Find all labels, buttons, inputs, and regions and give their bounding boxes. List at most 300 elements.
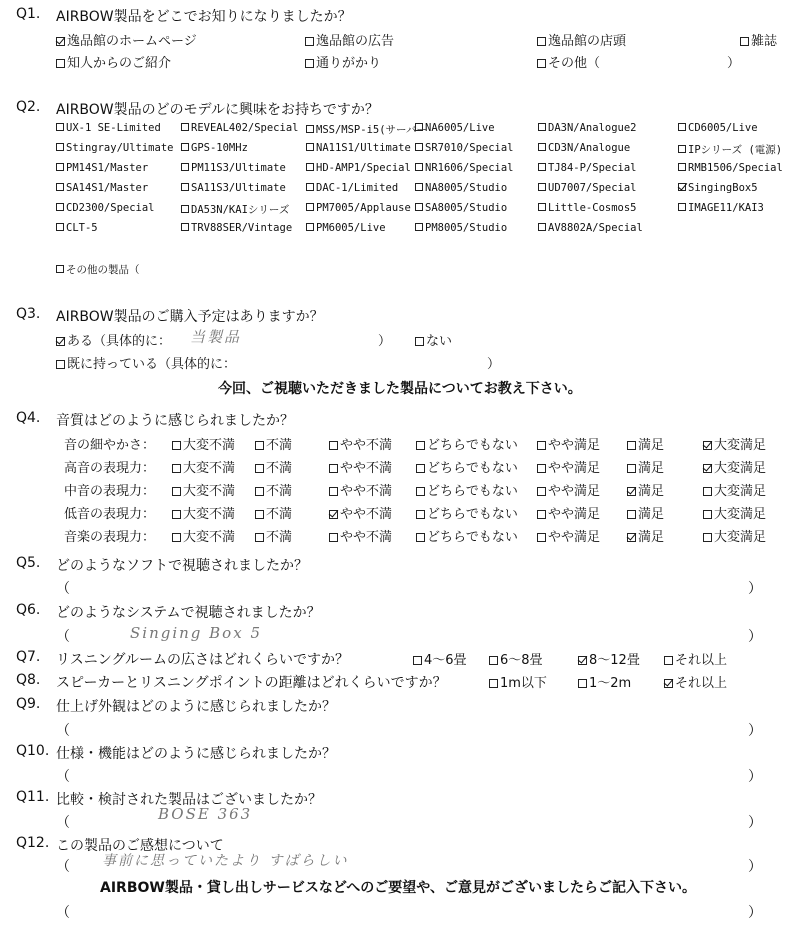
q6-number: Q6. [16,602,41,618]
q2-model-7-checkbox[interactable] [56,143,64,151]
q2-model-32-checkbox[interactable] [181,223,189,231]
q11-number: Q11. [16,789,50,805]
q4-row4-option-2-label: 不満 [266,507,293,522]
q1-option-6[interactable] [305,52,381,71]
q2-model-19-checkbox[interactable] [56,183,64,191]
q7-option-4-checkbox[interactable] [664,656,673,665]
q4-row1-option-4-label: どちらでもない [427,438,518,453]
q4-row2-option-6-checkbox[interactable] [627,464,636,473]
q2-model-20[interactable] [181,182,286,194]
q1-option-2[interactable] [305,30,394,49]
q2-model-28[interactable] [415,202,507,214]
q4-row2-option-1[interactable] [172,457,235,476]
q2-model-18-checkbox[interactable] [678,163,686,171]
q2-model-6-checkbox[interactable] [678,123,686,131]
q2-model-6-label: CD6005/Live [688,122,758,134]
q2-model-26[interactable] [181,202,289,217]
q2-model-26-label: DA53N/KAIシリーズ [191,204,290,216]
q2-model-10-label: SR7010/Special [425,142,514,154]
q2-model-22-label: NA8005/Studio [425,182,508,194]
q4-row4-option-1-label: 大変不満 [183,507,236,522]
q9-close-paren: ） [748,723,762,739]
q2-model-15-checkbox[interactable] [306,163,314,171]
q2-model-27[interactable] [306,202,411,214]
q2-model-32[interactable] [181,222,292,234]
q8-option-2[interactable] [578,672,631,691]
q3-own-close-paren: ） [487,357,501,372]
q2-model-8[interactable] [181,142,248,154]
q4-row5-option-5-label: やや満足 [548,530,601,545]
q4-row4-option-5-checkbox[interactable] [537,510,546,519]
q4-row5-option-6-label: 満足 [638,530,665,545]
q4-row1-option-7[interactable] [703,434,766,453]
q4-row2-option-6-label: 満足 [638,461,665,476]
q4-row1-option-1-checkbox[interactable] [172,441,181,450]
q2-model-35[interactable] [538,222,643,234]
q1-option-1-label: 逸品館のホームページ [67,34,197,49]
q6-close-paren: ） [748,629,762,645]
q3-no-checkbox[interactable] [415,337,424,346]
q2-model-5-label: DA3N/Analogue2 [548,122,637,134]
q8-option-1-checkbox[interactable] [489,679,498,688]
q4-row5-option-2-label: 不満 [266,530,293,545]
q2-model-24-checkbox[interactable] [678,183,686,191]
q4-row3-option-1-label: 大変不満 [183,484,236,499]
q1-other-close-paren: ） [727,56,741,71]
q11-answer[interactable]: BOSE 363 [158,805,253,823]
q7-option-2-checkbox[interactable] [489,656,498,665]
q4-row-label-1: 音の細やかさ： [64,438,156,453]
q4-row5-option-3-label: やや不満 [340,530,393,545]
q4-row2-option-1-checkbox[interactable] [172,464,181,473]
q3-question: AIRBOW製品のご購入予定はありますか？ [56,309,324,325]
q4-row3-option-5[interactable] [537,480,600,499]
q1-option-7-label: その他（ [548,56,601,71]
q2-model-34-label: PM8005/Studio [425,222,508,234]
q2-model-6[interactable] [678,122,758,134]
q4-row1-option-3-checkbox[interactable] [329,441,338,450]
q4-row2-option-1-label: 大変不満 [183,461,236,476]
q2-model-33-checkbox[interactable] [306,223,314,231]
q4-row3-option-7-label: 大変満足 [714,484,767,499]
q2-model-18-label: RMB1506/Special [688,162,783,174]
q2-model-20-checkbox[interactable] [181,183,189,191]
q2-model-29[interactable] [538,202,637,214]
q4-row5-option-3-checkbox[interactable] [329,533,338,542]
q4-row2-option-2[interactable] [255,457,292,476]
q4-row1-option-1-label: 大変不満 [183,438,236,453]
q4-row-label-5: 音楽の表現力： [64,530,156,545]
q2-model-5[interactable] [538,122,637,134]
q1-option-6-checkbox[interactable] [305,59,314,68]
q5-number: Q5. [16,555,41,571]
q2-model-23-checkbox[interactable] [538,183,546,191]
q2-model-16-checkbox[interactable] [415,163,423,171]
q2-model-10-checkbox[interactable] [415,143,423,151]
q3-number: Q3. [16,306,41,322]
q1-option-3-label: 逸品館の店頭 [548,34,627,49]
q2-model-10[interactable] [415,142,514,154]
q2-model-11[interactable] [538,142,630,154]
q4-row1-option-7-checkbox[interactable] [703,441,712,450]
q2-model-28-checkbox[interactable] [415,203,423,211]
q2-model-15-label: HD-AMP1/Special [316,162,411,174]
q4-row-label-3: 中音の表現力： [64,484,156,499]
q7-option-3[interactable] [578,649,640,668]
q2-model-31[interactable] [56,222,98,234]
q4-row1-option-2[interactable] [255,434,292,453]
q2-model-29-label: Little-Cosmos5 [548,202,637,214]
q5-open-paren: （ [56,581,70,597]
q2-model-26-checkbox[interactable] [181,205,189,213]
q3-own-option[interactable] [56,353,236,372]
q4-row3-option-6[interactable] [627,480,664,499]
q4-row2-option-4[interactable] [416,457,518,476]
q4-row2-option-5-label: やや満足 [548,461,601,476]
q4-row3-option-5-label: やや満足 [548,484,601,499]
q10-open-paren: （ [56,769,70,785]
q10-question: 仕様・機能はどのように感じられましたか？ [56,746,336,762]
q10-number: Q10. [16,743,50,759]
q8-option-1[interactable] [489,672,547,691]
q2-model-35-checkbox[interactable] [538,223,546,231]
q2-model-33-label: PM6005/Live [316,222,386,234]
q6-answer[interactable]: Singing Box 5 [130,624,262,642]
q4-row4-option-7[interactable] [703,503,766,522]
q4-row1-option-5[interactable] [537,434,600,453]
q8-question: スピーカーとリスニングポイントの距離はどれくらいですか？ [56,675,447,691]
q4-row4-option-5-label: やや満足 [548,507,601,522]
q12-answer[interactable]: 事前に思っていたより すばらしい [102,853,349,869]
q4-row3-option-2-label: 不満 [266,484,293,499]
q2-model-27-label: PM7005/Applause [316,202,411,214]
q7-option-2-label: 6～8畳 [500,653,543,668]
q3-yes-handwriting[interactable]: 当製品 [190,328,242,346]
q2-model-8-checkbox[interactable] [181,143,189,151]
q4-row3-option-6-label: 満足 [638,484,665,499]
q3-yes-checkbox[interactable] [56,337,65,346]
q1-option-7-checkbox[interactable] [537,59,546,68]
q2-model-7-label: Stingray/Ultimate [66,142,174,154]
q4-row5-option-4-label: どちらでもない [427,530,518,545]
q5-close-paren: ） [748,581,762,597]
q4-row-label-2: 高音の表現力： [64,461,156,476]
q2-model-4-label: NA6005/Live [425,122,495,134]
q4-row5-option-6[interactable] [627,526,664,545]
q2-model-30-label: IMAGE11/KAI3 [688,202,764,214]
q2-model-27-checkbox[interactable] [306,203,314,211]
q2-model-21-label: DAC-1/Limited [316,182,399,194]
q4-row5-option-6-checkbox[interactable] [627,533,636,542]
q4-row1-option-6[interactable] [627,434,664,453]
q4-row2-option-3[interactable] [329,457,392,476]
q4-row1-option-6-label: 満足 [638,438,665,453]
q2-model-4-checkbox[interactable] [415,123,423,131]
q4-row5-option-4-checkbox[interactable] [416,533,425,542]
q2-model-23-label: UD7007/Special [548,182,637,194]
q2-model-17[interactable] [538,162,637,174]
q6-question: どのようなシステムで視聴されましたか？ [56,605,321,621]
q2-model-1-checkbox[interactable] [56,123,64,131]
q4-row4-option-3-checkbox[interactable] [329,510,338,519]
q8-option-3-checkbox[interactable] [664,679,673,688]
q4-row3-option-4[interactable] [416,480,518,499]
q4-row2-option-4-checkbox[interactable] [416,464,425,473]
q1-option-4-checkbox[interactable] [740,37,749,46]
q4-row2-option-6[interactable] [627,457,664,476]
q2-model-16[interactable] [415,162,514,174]
q4-row1-option-2-checkbox[interactable] [255,441,264,450]
q2-other-products[interactable] [56,262,140,277]
q2-model-11-label: CD3N/Analogue [548,142,631,154]
q2-model-11-checkbox[interactable] [538,143,546,151]
q4-row1-option-5-checkbox[interactable] [537,441,546,450]
q5-question: どのようなソフトで視聴されましたか？ [56,558,308,574]
q2-model-22-checkbox[interactable] [415,183,423,191]
q1-question: AIRBOW製品をどこでお知りになりましたか？ [56,9,352,25]
q8-number: Q8. [16,672,41,688]
q4-row4-option-3-label: やや不満 [340,507,393,522]
q2-model-19[interactable] [56,182,148,194]
q3-yes-label: ある（具体的に： [67,334,172,349]
q9-open-paren: （ [56,723,70,739]
q3-no-label: ない [426,334,453,349]
q2-model-5-checkbox[interactable] [538,123,546,131]
q2-model-23[interactable] [538,182,637,194]
q2-model-2[interactable] [181,122,298,134]
q4-row3-option-3-label: やや不満 [340,484,393,499]
q11-question: 比較・検討された製品はございましたか？ [56,792,322,808]
q9-question: 仕上げ外観はどのように感じられましたか？ [56,699,336,715]
q4-row1-option-4[interactable] [416,434,518,453]
q2-model-15[interactable] [306,162,411,174]
q2-model-1[interactable] [56,122,161,134]
q4-row3-option-4-label: どちらでもない [427,484,518,499]
closing-request: AIRBOW製品・貸し出しサービスなどへのご要望や、ご意見がございましたらご記入下さい。 [100,880,696,896]
q4-row5-option-2[interactable] [255,526,292,545]
q4-row4-option-4[interactable] [416,503,518,522]
q2-model-29-checkbox[interactable] [538,203,546,211]
q4-row4-option-2-checkbox[interactable] [255,510,264,519]
q3-own-checkbox[interactable] [56,360,65,369]
closing-close-paren: ） [748,905,762,921]
q2-model-3-checkbox[interactable] [306,125,314,133]
q4-row3-option-2[interactable] [255,480,292,499]
q4-row5-option-5-checkbox[interactable] [537,533,546,542]
q2-model-9[interactable] [306,142,411,154]
q7-option-1[interactable] [413,649,467,668]
q1-option-2-checkbox[interactable] [305,37,314,46]
q2-model-14-checkbox[interactable] [181,163,189,171]
q4-row4-option-6-checkbox[interactable] [627,510,636,519]
q7-option-3-checkbox[interactable] [578,656,587,665]
q4-row2-option-2-checkbox[interactable] [255,464,264,473]
q4-row4-option-1-checkbox[interactable] [172,510,181,519]
q2-model-22[interactable] [415,182,507,194]
q8-option-3-label: それ以上 [675,676,728,691]
q4-row5-option-7-label: 大変満足 [714,530,767,545]
q4-row2-option-7-checkbox[interactable] [703,464,712,473]
q2-model-16-label: NR1606/Special [425,162,514,174]
q4-row5-option-7[interactable] [703,526,766,545]
q2-model-34-checkbox[interactable] [415,223,423,231]
q1-option-1-checkbox[interactable] [56,37,65,46]
q2-model-1-label: UX-1 SE-Limited [66,122,161,134]
q2-model-17-checkbox[interactable] [538,163,546,171]
q2-model-30-checkbox[interactable] [678,203,686,211]
q2-model-31-checkbox[interactable] [56,223,64,231]
q4-row4-option-4-label: どちらでもない [427,507,518,522]
q2-model-12-checkbox[interactable] [678,145,686,153]
section-notice: 今回、ご視聴いただきました製品についてお教え下さい。 [218,381,582,397]
q4-row1-option-2-label: 不満 [266,438,293,453]
q2-model-14[interactable] [181,162,286,174]
q2-model-21[interactable] [306,182,398,194]
q7-option-3-label: 8～12畳 [589,653,640,668]
q2-model-33[interactable] [306,222,386,234]
q4-row1-option-7-label: 大変満足 [714,438,767,453]
q4-row3-option-2-checkbox[interactable] [255,487,264,496]
q2-model-35-label: AV8802A/Special [548,222,643,234]
q2-model-2-checkbox[interactable] [181,123,189,131]
q2-model-13-label: PM14S1/Master [66,162,149,174]
q4-row4-option-5[interactable] [537,503,600,522]
q2-model-25-checkbox[interactable] [56,203,64,211]
q7-number: Q7. [16,649,41,665]
q2-model-25-label: CD2300/Special [66,202,155,214]
q2-model-34[interactable] [415,222,507,234]
q4-row5-option-7-checkbox[interactable] [703,533,712,542]
q4-row2-option-3-checkbox[interactable] [329,464,338,473]
q1-option-1[interactable] [56,30,197,49]
q4-row2-option-5-checkbox[interactable] [537,464,546,473]
q2-model-25[interactable] [56,202,155,214]
q4-row5-option-1[interactable] [172,526,235,545]
q2-model-7[interactable] [56,142,173,154]
q4-row5-option-2-checkbox[interactable] [255,533,264,542]
q2-model-24[interactable] [678,182,758,194]
q4-row3-option-4-checkbox[interactable] [416,487,425,496]
q4-row1-option-1[interactable] [172,434,235,453]
q7-option-4-label: それ以上 [675,653,728,668]
q4-row3-option-3[interactable] [329,480,392,499]
q2-model-13[interactable] [56,162,148,174]
q4-row2-option-7[interactable] [703,457,766,476]
q1-option-4[interactable] [740,30,777,49]
q1-option-6-label: 通りがかり [316,56,382,71]
q4-row3-option-7[interactable] [703,480,766,499]
q1-option-3[interactable] [537,30,626,49]
q2-model-21-checkbox[interactable] [306,183,314,191]
q2-model-19-label: SA14S1/Master [66,182,149,194]
q8-option-2-label: 1～2m [589,676,632,691]
q8-option-2-checkbox[interactable] [578,679,587,688]
q1-option-4-label: 雑誌 [751,34,778,49]
q4-row4-option-6-label: 満足 [638,507,665,522]
q1-option-5[interactable] [56,52,171,71]
q4-row4-option-6[interactable] [627,503,664,522]
q2-model-8-label: GPS-10MHz [191,142,248,154]
q2-model-9-label: NA11S1/Ultimate [316,142,411,154]
q11-close-paren: ） [748,815,762,831]
q2-number: Q2. [16,99,41,115]
q8-option-3[interactable] [664,672,727,691]
q4-row5-option-1-label: 大変不満 [183,530,236,545]
q2-model-4[interactable] [415,122,495,134]
q4-row3-option-7-checkbox[interactable] [703,487,712,496]
q2-model-3[interactable] [306,122,427,137]
q2-model-20-label: SA11S3/Ultimate [191,182,286,194]
q2-model-2-label: REVEAL402/Special [191,122,299,134]
q4-row4-option-3[interactable] [329,503,392,522]
q7-question: リスニングルームの広さはどれくらいですか？ [56,652,350,668]
q2-model-30[interactable] [678,202,764,214]
q4-row5-option-1-checkbox[interactable] [172,533,181,542]
q7-option-1-label: 4～6畳 [424,653,467,668]
q1-option-5-checkbox[interactable] [56,59,65,68]
q12-number: Q12. [16,835,50,851]
q6-open-paren: （ [56,629,70,645]
q4-row3-option-1-checkbox[interactable] [172,487,181,496]
q4-row5-option-5[interactable] [537,526,600,545]
q2-model-31-label: CLT-5 [66,222,98,234]
q12-question: この製品のご感想について [56,838,224,854]
q4-row4-option-4-checkbox[interactable] [416,510,425,519]
q7-option-4[interactable] [664,649,727,668]
q7-option-1-checkbox[interactable] [413,656,422,665]
q4-row5-option-4[interactable] [416,526,518,545]
q10-close-paren: ） [748,769,762,785]
q2-model-28-label: SA8005/Studio [425,202,508,214]
q4-row2-option-4-label: どちらでもない [427,461,518,476]
q2-model-32-label: TRV88SER/Vintage [191,222,293,234]
q2-other-checkbox[interactable] [56,265,64,273]
q4-row3-option-3-checkbox[interactable] [329,487,338,496]
q4-row1-option-6-checkbox[interactable] [627,441,636,450]
q2-model-3-label: MSS/MSP-i5(サーバー [316,124,428,136]
q2-other-label: その他の製品（ [66,264,140,276]
q4-row4-option-1[interactable] [172,503,235,522]
q1-option-7[interactable] [537,52,600,71]
q4-row4-option-2[interactable] [255,503,292,522]
q2-model-24-label: SingingBox5 [688,182,758,194]
q4-row2-option-5[interactable] [537,457,600,476]
q3-yes-option[interactable] [56,330,171,349]
q4-row4-option-7-checkbox[interactable] [703,510,712,519]
q4-row3-option-6-checkbox[interactable] [627,487,636,496]
q2-model-18[interactable] [678,162,783,174]
q4-row3-option-1[interactable] [172,480,235,499]
q2-model-14-label: PM11S3/Ultimate [191,162,286,174]
q7-option-2[interactable] [489,649,543,668]
q4-row1-option-4-checkbox[interactable] [416,441,425,450]
q4-row2-option-7-label: 大変満足 [714,461,767,476]
q4-row4-option-7-label: 大変満足 [714,507,767,522]
q4-row3-option-5-checkbox[interactable] [537,487,546,496]
q2-model-13-checkbox[interactable] [56,163,64,171]
q1-option-2-label: 逸品館の広告 [316,34,395,49]
q9-number: Q9. [16,696,41,712]
q2-question: AIRBOW製品のどのモデルに興味をお持ちですか？ [56,102,379,118]
q4-row1-option-3[interactable] [329,434,392,453]
q4-row2-option-2-label: 不満 [266,461,293,476]
q1-option-3-checkbox[interactable] [537,37,546,46]
q4-row5-option-3[interactable] [329,526,392,545]
q2-model-9-checkbox[interactable] [306,143,314,151]
q2-model-12[interactable] [678,142,782,157]
q3-yes-close-paren: ） [378,334,392,349]
q3-no-option[interactable] [415,330,452,349]
